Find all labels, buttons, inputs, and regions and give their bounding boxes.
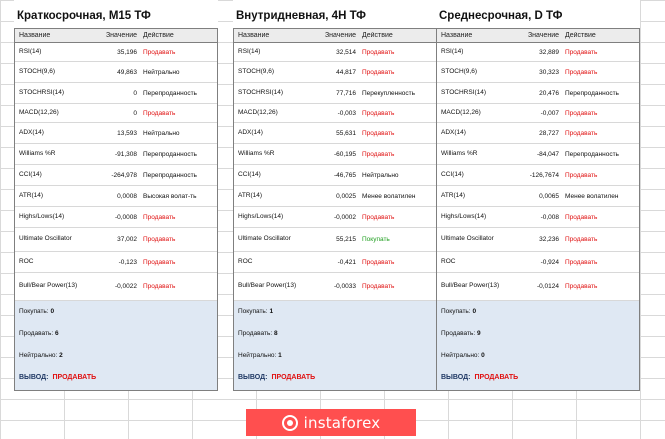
- indicator-name: ROC: [441, 257, 456, 265]
- table-row: [15, 104, 217, 123]
- indicator-value: -0,123: [118, 258, 137, 266]
- indicator-action: Высокая волат-ть: [143, 192, 197, 200]
- summary-buy: [437, 301, 639, 323]
- indicator-action: Перепроданность: [143, 89, 197, 97]
- table-row: [15, 252, 217, 273]
- indicator-value: -60,195: [333, 150, 356, 158]
- indicator-action: Нейтрально: [143, 68, 180, 76]
- indicator-name: Williams %R: [19, 149, 56, 157]
- indicator-action: Продавать: [565, 48, 598, 56]
- summary-buy: [15, 301, 217, 323]
- indicator-value: -0,0008: [114, 213, 137, 221]
- indicator-value: -0,008: [540, 213, 559, 221]
- buy-count: 0: [50, 308, 55, 315]
- indicator-name: STOCHRSI(14): [441, 88, 487, 96]
- indicator-value: 20,476: [539, 89, 559, 97]
- indicator-value: 0: [133, 109, 137, 117]
- table-row: [234, 144, 436, 165]
- indicator-name: Ultimate Oscillator: [19, 235, 72, 243]
- indicator-value: 77,716: [336, 89, 356, 97]
- indicator-name: Ultimate Oscillator: [238, 235, 291, 243]
- table-row: [234, 123, 436, 144]
- buy-count: 1: [269, 308, 274, 315]
- indicator-name: Williams %R: [441, 149, 478, 157]
- indicator-action: Продавать: [565, 68, 598, 76]
- indicator-action: Продавать: [143, 236, 176, 243]
- summary-sell: [15, 323, 217, 345]
- verdict-label: ВЫВОД:: [19, 374, 49, 381]
- neutral-count: 1: [278, 352, 282, 359]
- indicator-name: MACD(12,26): [238, 108, 278, 116]
- table-row: [437, 123, 639, 144]
- table-header: [437, 29, 639, 43]
- table-row: [234, 273, 436, 301]
- indicator-value: 0,0025: [336, 192, 356, 200]
- summary-verdict: [15, 367, 217, 390]
- indicator-action: Менее волатилен: [362, 192, 416, 200]
- table-row: [234, 207, 436, 228]
- header-value: Значение: [105, 32, 137, 39]
- indicator-value: -91,308: [114, 150, 137, 158]
- summary-neutral: [15, 345, 217, 367]
- summary-verdict: [437, 367, 639, 390]
- indicator-name: Bull/Bear Power(13): [19, 282, 78, 290]
- indicator-value: 37,002: [117, 236, 137, 243]
- indicator-name: CCI(14): [19, 170, 42, 178]
- indicator-action: Продавать: [362, 150, 395, 158]
- indicator-name: RSI(14): [19, 47, 42, 55]
- indicator-name: MACD(12,26): [441, 108, 481, 116]
- table-row: [15, 165, 217, 186]
- indicator-name: Williams %R: [238, 149, 275, 157]
- indicator-action: Продавать: [565, 129, 598, 137]
- table-row: [437, 165, 639, 186]
- header-name: Название: [19, 31, 51, 39]
- neutral-label: Нейтрально:: [441, 352, 480, 359]
- sell-label: Продавать:: [19, 330, 54, 337]
- buy-count: 0: [472, 308, 477, 315]
- indicator-value: 55,215: [336, 236, 356, 243]
- indicator-value: -0,007: [540, 109, 559, 117]
- indicator-value: -0,924: [540, 258, 559, 266]
- table-row: [234, 104, 436, 123]
- indicator-action: Продавать: [362, 129, 395, 137]
- indicator-name: ADX(14): [441, 128, 466, 136]
- indicator-name: Highs/Lows(14): [19, 212, 65, 220]
- sell-label: Продавать:: [441, 330, 476, 337]
- indicator-value: 35,196: [117, 48, 137, 56]
- panel-m15: [14, 0, 218, 391]
- buy-label: Покупать:: [238, 308, 268, 315]
- indicator-name: STOCHRSI(14): [238, 88, 284, 96]
- table-row: [15, 207, 217, 228]
- neutral-count: 2: [59, 352, 63, 359]
- indicator-value: -0,0033: [333, 283, 356, 290]
- indicator-name: RSI(14): [238, 47, 261, 55]
- indicator-action: Перепроданность: [143, 150, 197, 158]
- indicator-action: Продавать: [362, 68, 395, 76]
- summary-buy: [234, 301, 436, 323]
- verdict-label: ВЫВОД:: [441, 374, 471, 381]
- table-row: [437, 62, 639, 83]
- instaforex-watermark: [246, 409, 416, 436]
- table-row: [234, 228, 436, 252]
- summary-block: [234, 301, 436, 390]
- table-row: [437, 104, 639, 123]
- table-row: [437, 144, 639, 165]
- indicator-value: 28,727: [539, 129, 559, 137]
- indicator-name: CCI(14): [238, 170, 261, 178]
- indicator-action: Продавать: [565, 258, 598, 266]
- indicator-name: ROC: [19, 257, 34, 265]
- table-row: [15, 83, 217, 104]
- buy-label: Покупать:: [19, 308, 49, 315]
- instaforex-logo-icon: [282, 415, 298, 431]
- indicator-name: ATR(14): [441, 191, 466, 199]
- summary-neutral: [437, 345, 639, 367]
- table-row: [15, 186, 217, 207]
- indicator-action: Продавать: [362, 258, 395, 266]
- indicator-name: MACD(12,26): [19, 108, 59, 116]
- sell-count: 8: [274, 330, 278, 337]
- table-header: [15, 29, 217, 43]
- indicator-name: STOCH(9,6): [238, 67, 274, 75]
- indicator-value: 0: [133, 89, 137, 97]
- indicator-action: Продавать: [565, 213, 598, 221]
- indicator-action: Продавать: [362, 213, 395, 221]
- indicator-action: Продавать: [143, 213, 176, 221]
- indicator-action: Перепроданность: [143, 171, 197, 179]
- header-name: Название: [238, 31, 270, 39]
- indicator-value: -46,765: [333, 171, 356, 179]
- header-action: Действие: [143, 32, 174, 39]
- indicator-name: STOCH(9,6): [441, 67, 477, 75]
- indicator-action: Продавать: [362, 48, 395, 56]
- indicator-action: Продавать: [565, 171, 598, 179]
- indicator-name: ATR(14): [238, 191, 263, 199]
- sell-count: 6: [55, 330, 59, 337]
- indicator-name: CCI(14): [441, 170, 464, 178]
- summary-neutral: [234, 345, 436, 367]
- header-value: Значение: [527, 32, 559, 39]
- indicator-table: [233, 28, 437, 391]
- neutral-label: Нейтрально:: [238, 352, 277, 359]
- indicator-name: ATR(14): [19, 191, 44, 199]
- table-row: [234, 165, 436, 186]
- table-row: [234, 43, 436, 62]
- indicator-value: 32,514: [336, 48, 356, 56]
- indicator-action: Покупать: [362, 236, 390, 243]
- table-row: [15, 228, 217, 252]
- table-row: [15, 43, 217, 62]
- table-row: [234, 62, 436, 83]
- header-action: Действие: [362, 32, 393, 39]
- indicator-action: Перепроданность: [565, 89, 619, 97]
- indicator-value: -0,421: [337, 258, 356, 266]
- table-row: [234, 186, 436, 207]
- indicator-name: Highs/Lows(14): [238, 212, 284, 220]
- table-row: [437, 207, 639, 228]
- panel-title: Внутридневная, 4H ТФ: [233, 0, 437, 28]
- table-row: [15, 144, 217, 165]
- indicator-value: 55,631: [336, 129, 356, 137]
- indicator-name: ADX(14): [238, 128, 263, 136]
- verdict-value: ПРОДАВАТЬ: [52, 374, 97, 381]
- table-row: [437, 83, 639, 104]
- indicator-value: 32,889: [539, 48, 559, 56]
- table-row: [15, 273, 217, 301]
- indicator-action: Продавать: [143, 48, 176, 56]
- indicator-action: Нейтрально: [143, 129, 180, 137]
- indicator-name: ADX(14): [19, 128, 44, 136]
- indicator-table: [436, 28, 640, 391]
- table-row: [437, 228, 639, 252]
- panel-d: [436, 0, 640, 391]
- indicator-action: Продавать: [143, 258, 176, 266]
- indicator-name: Bull/Bear Power(13): [441, 282, 500, 290]
- sell-count: 9: [477, 330, 481, 337]
- indicator-action: Продавать: [362, 109, 395, 117]
- indicator-name: STOCHRSI(14): [19, 88, 65, 96]
- summary-sell: [437, 323, 639, 345]
- panel-title: Среднесрочная, D ТФ: [436, 0, 640, 28]
- table-row: [234, 252, 436, 273]
- panel-title: Краткосрочная, M15 ТФ: [14, 0, 218, 28]
- indicator-value: -126,7674: [529, 171, 559, 179]
- verdict-label: ВЫВОД:: [238, 374, 268, 381]
- indicator-name: Bull/Bear Power(13): [238, 282, 297, 290]
- table-row: [15, 123, 217, 144]
- indicator-value: 0,0008: [117, 192, 137, 200]
- table-row: [234, 83, 436, 104]
- verdict-value: ПРОДАВАТЬ: [271, 374, 316, 381]
- neutral-label: Нейтрально:: [19, 352, 58, 359]
- table-row: [15, 62, 217, 83]
- verdict-value: ПРОДАВАТЬ: [474, 374, 519, 381]
- indicator-action: Продавать: [565, 236, 598, 243]
- summary-verdict: [234, 367, 436, 390]
- indicator-name: STOCH(9,6): [19, 67, 55, 75]
- indicator-action: Продавать: [565, 109, 598, 117]
- header-name: Название: [441, 31, 473, 39]
- indicator-value: 0,0065: [539, 192, 559, 200]
- indicator-name: ROC: [238, 257, 253, 265]
- summary-sell: [234, 323, 436, 345]
- indicator-name: RSI(14): [441, 47, 464, 55]
- indicator-action: Перекупленность: [362, 89, 416, 97]
- panel-4h: [233, 0, 437, 391]
- summary-block: [437, 301, 639, 390]
- indicator-action: Менее волатилен: [565, 192, 619, 200]
- indicator-action: Продавать: [362, 283, 395, 290]
- indicator-value: -0,0002: [333, 213, 356, 221]
- indicator-value: 13,593: [117, 129, 137, 137]
- table-row: [437, 252, 639, 273]
- indicator-value: 49,863: [117, 68, 137, 76]
- indicator-value: 44,817: [336, 68, 356, 76]
- indicator-action: Продавать: [143, 283, 176, 290]
- header-action: Действие: [565, 32, 596, 39]
- table-row: [437, 43, 639, 62]
- indicator-name: Ultimate Oscillator: [441, 235, 494, 243]
- indicator-action: Нейтрально: [362, 171, 399, 179]
- indicator-action: Продавать: [143, 109, 176, 117]
- indicator-value: -0,0124: [536, 283, 559, 290]
- neutral-count: 0: [481, 352, 485, 359]
- table-header: [234, 29, 436, 43]
- indicator-name: Highs/Lows(14): [441, 212, 487, 220]
- indicator-value: -84,047: [536, 150, 559, 158]
- table-row: [437, 273, 639, 301]
- header-value: Значение: [324, 32, 356, 39]
- sell-label: Продавать:: [238, 330, 273, 337]
- summary-block: [15, 301, 217, 390]
- indicator-action: Продавать: [565, 283, 598, 290]
- indicator-value: -264,978: [111, 171, 137, 179]
- indicator-value: -0,0022: [114, 283, 137, 290]
- indicator-value: 30,323: [539, 68, 559, 76]
- watermark-text: instaforex: [303, 413, 381, 432]
- table-row: [437, 186, 639, 207]
- indicator-table: [14, 28, 218, 391]
- indicator-value: -0,003: [337, 109, 356, 117]
- indicator-value: 32,236: [539, 236, 559, 243]
- buy-label: Покупать:: [441, 308, 471, 315]
- indicator-action: Перепроданность: [565, 150, 619, 158]
